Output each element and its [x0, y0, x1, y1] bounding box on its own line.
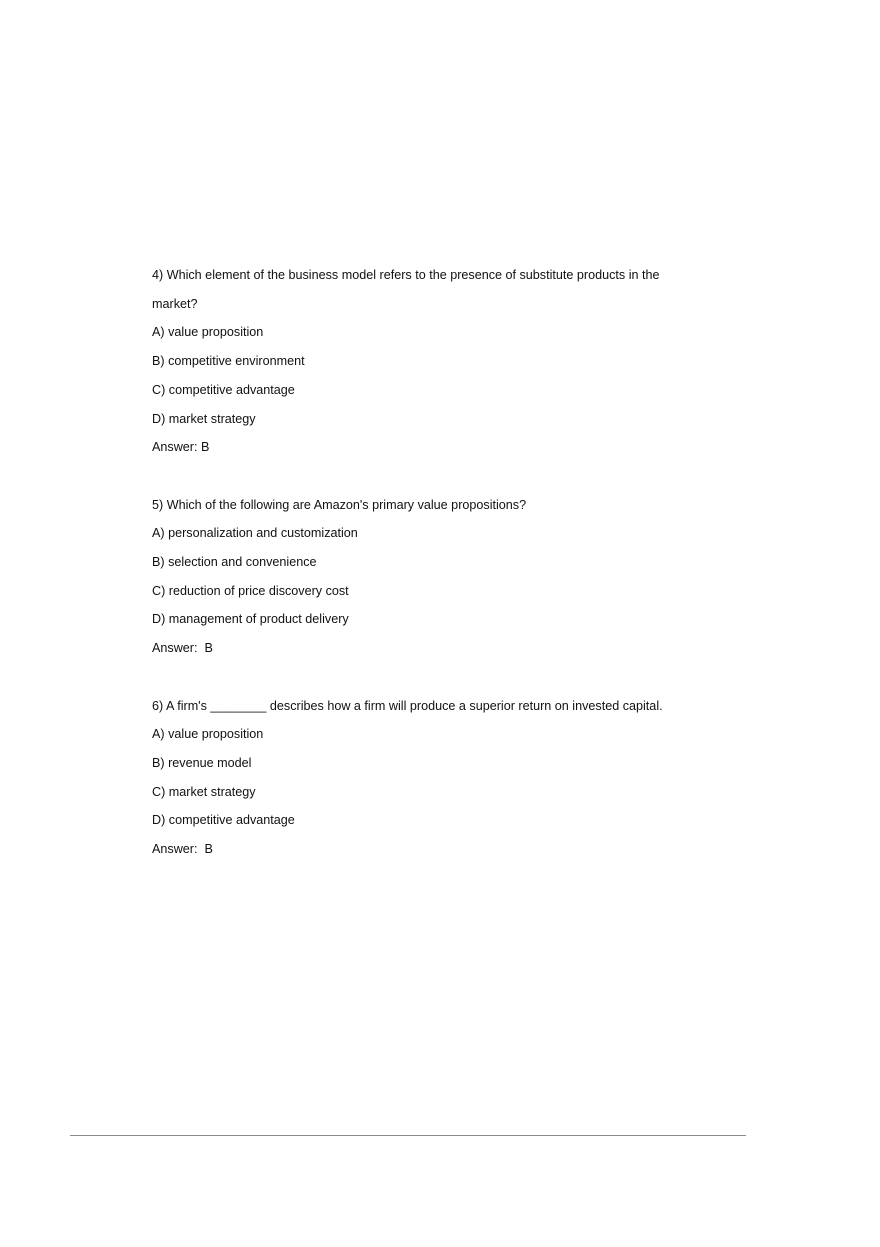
question-4 — [152, 261, 772, 462]
question-text: 6) A firm's ________ describes how a firm will produce a superior return on invested capital. — [152, 698, 663, 713]
answer: Answer: B — [152, 641, 213, 656]
question-5 — [152, 491, 772, 663]
option: A) value proposition — [152, 727, 264, 742]
question-6 — [152, 692, 772, 864]
question-text: market? — [152, 296, 198, 311]
answer: Answer: B — [152, 842, 213, 857]
option: C) market strategy — [152, 784, 256, 799]
option: D) competitive advantage — [152, 813, 295, 828]
option: B) selection and convenience — [152, 555, 317, 570]
option: C) competitive advantage — [152, 382, 295, 397]
option: A) value proposition — [152, 325, 264, 340]
question-text: 5) Which of the following are Amazon's primary value propositions? — [152, 497, 527, 512]
answer: Answer: B — [152, 440, 210, 455]
option: D) management of product delivery — [152, 612, 349, 627]
option: B) competitive environment — [152, 354, 305, 369]
option: D) market strategy — [152, 411, 256, 426]
option: A) personalization and customization — [152, 526, 358, 541]
footer-divider — [70, 1135, 746, 1136]
question-text: 4) Which element of the business model refers to the presence of substitute products in the — [152, 268, 660, 282]
document-body — [152, 261, 772, 892]
option: C) reduction of price discovery cost — [152, 583, 349, 598]
option: B) revenue model — [152, 755, 252, 770]
